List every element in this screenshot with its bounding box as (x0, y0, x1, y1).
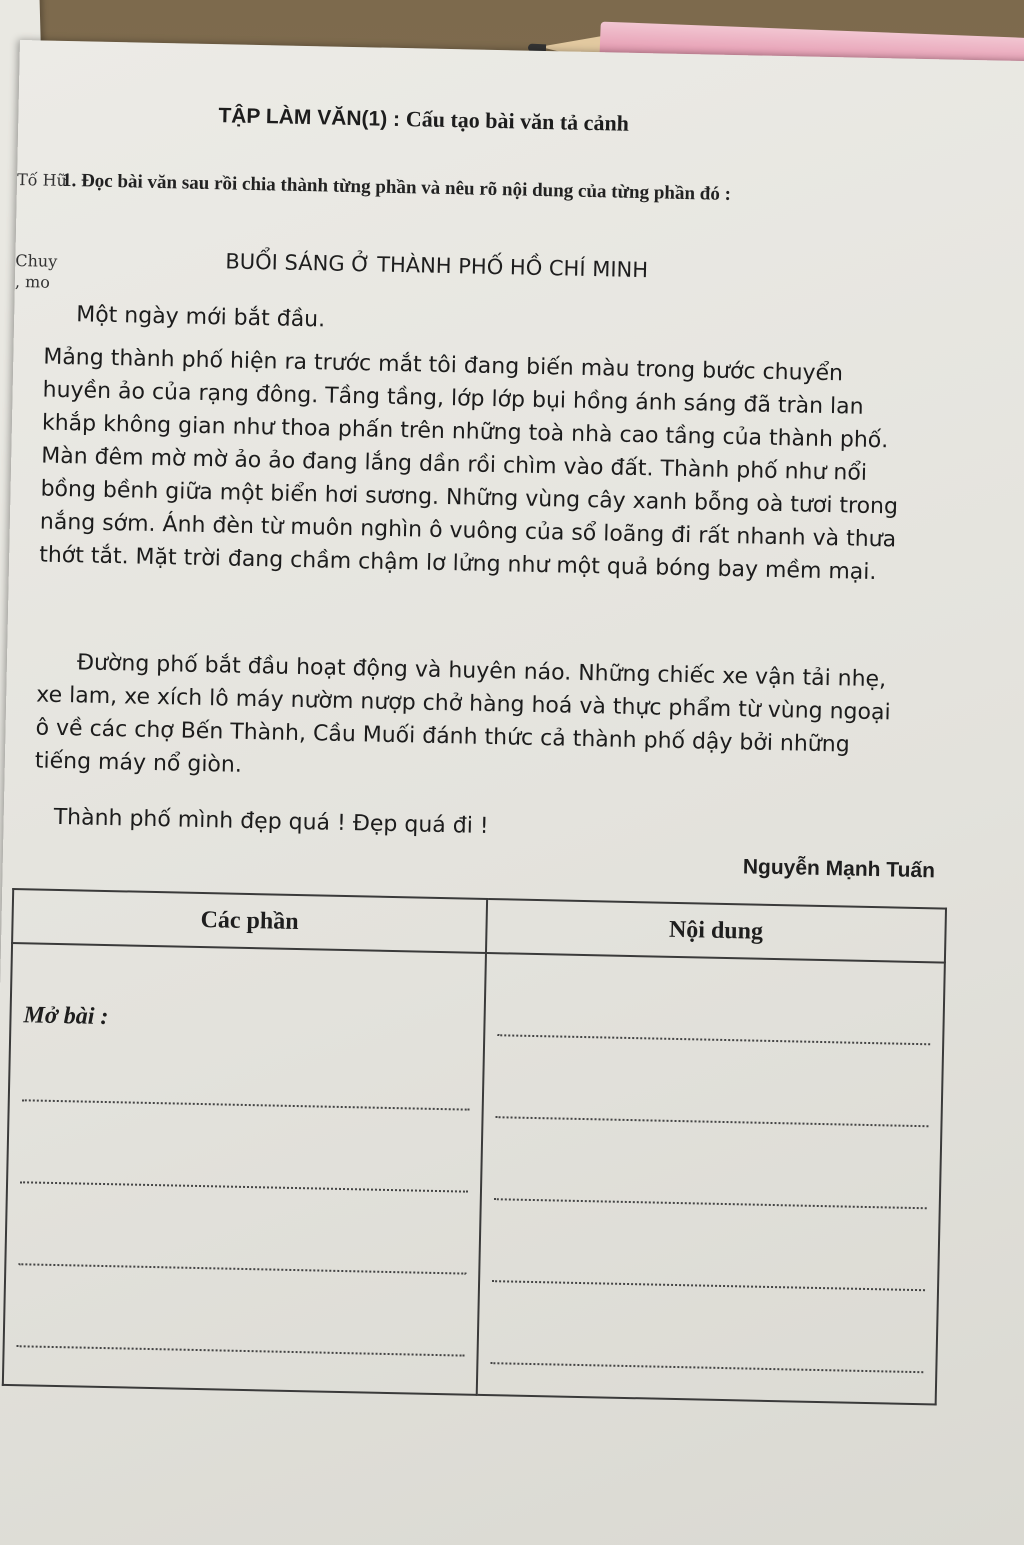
margin-note: Chuy (15, 250, 58, 271)
answer-table (2, 888, 947, 1405)
table-row (3, 943, 945, 1404)
exercise-title (218, 102, 629, 137)
margin-note: Tố Hữ (16, 169, 68, 191)
story-paragraph: Mảng thành phố hiện ra trước mắt tôi đang biến màu trong bước chuyển huyền ảo của rạng đông. Tầng tầng, lớp lớp bụi hồng ánh sáng đã tràn lan khắp không gian như thoa phấn trên những toà nhà cao tầng của thành phố. Màn đêm mờ mờ ảo ảo đang lắng dần rồi chìm vào đất. Thành phố như nổi bồng bềnh giữa một biển hơi sương. Những vùng cây xanh bỗng oà tươi trong nắng sớm. Ánh đèn từ muôn nghìn ô vuông của sổ loãng đi rất nhanh và thưa thớt tắt. Mặt trời đang chầm chậm lơ lửng như một quả bóng bay mềm mại. (38, 344, 899, 586)
answer-line[interactable] (18, 1223, 467, 1274)
title-main: Cấu tạo bài văn tả cảnh (405, 106, 630, 136)
intro-label: Mở bài : (23, 1002, 109, 1031)
header-content: Nội dung (486, 899, 946, 963)
answer-line[interactable] (496, 1076, 930, 1127)
answer-line[interactable] (22, 1059, 471, 1110)
workbook-page (0, 40, 1024, 1545)
answer-line[interactable] (494, 1158, 928, 1209)
margin-notes (15, 170, 67, 293)
margin-note: , mo (14, 271, 51, 292)
answer-line[interactable] (490, 1322, 924, 1373)
title-prefix: TẬP LÀM VĂN(1) : (218, 104, 407, 132)
answer-line[interactable] (17, 1305, 466, 1356)
story-paragraph: Thành phố mình đẹp quá ! Đẹp quá đi ! (53, 804, 489, 839)
answer-line[interactable] (20, 1141, 469, 1192)
answer-line[interactable] (492, 1240, 926, 1291)
story-title: BUỔI SÁNG Ở THÀNH PHỐ HỒ CHÍ MINH (225, 249, 649, 283)
answer-line[interactable] (497, 994, 931, 1045)
story-paragraph: Một ngày mới bắt đầu. (75, 302, 326, 333)
question-text: 1. Đọc bài văn sau rồi chia thành từng phần và nêu rõ nội dung của từng phần đó : (61, 169, 732, 205)
story-paragraph: Đường phố bắt đầu hoạt động và huyên náo. Những chiếc xe vận tải nhẹ, xe lam, xe xích lô máy nườm nượp chở hàng hoá và thực phẩm từ vùng ngoại ô về các chợ Bến Thành, Cầu Muối đánh thức cả thành phố dậy bởi những tiếng máy nổ giòn. (34, 650, 891, 778)
content-cell[interactable] (477, 953, 945, 1405)
parts-cell[interactable] (3, 943, 486, 1395)
header-parts: Các phần (12, 889, 487, 953)
story-author: Nguyễn Mạnh Tuấn (742, 855, 936, 883)
